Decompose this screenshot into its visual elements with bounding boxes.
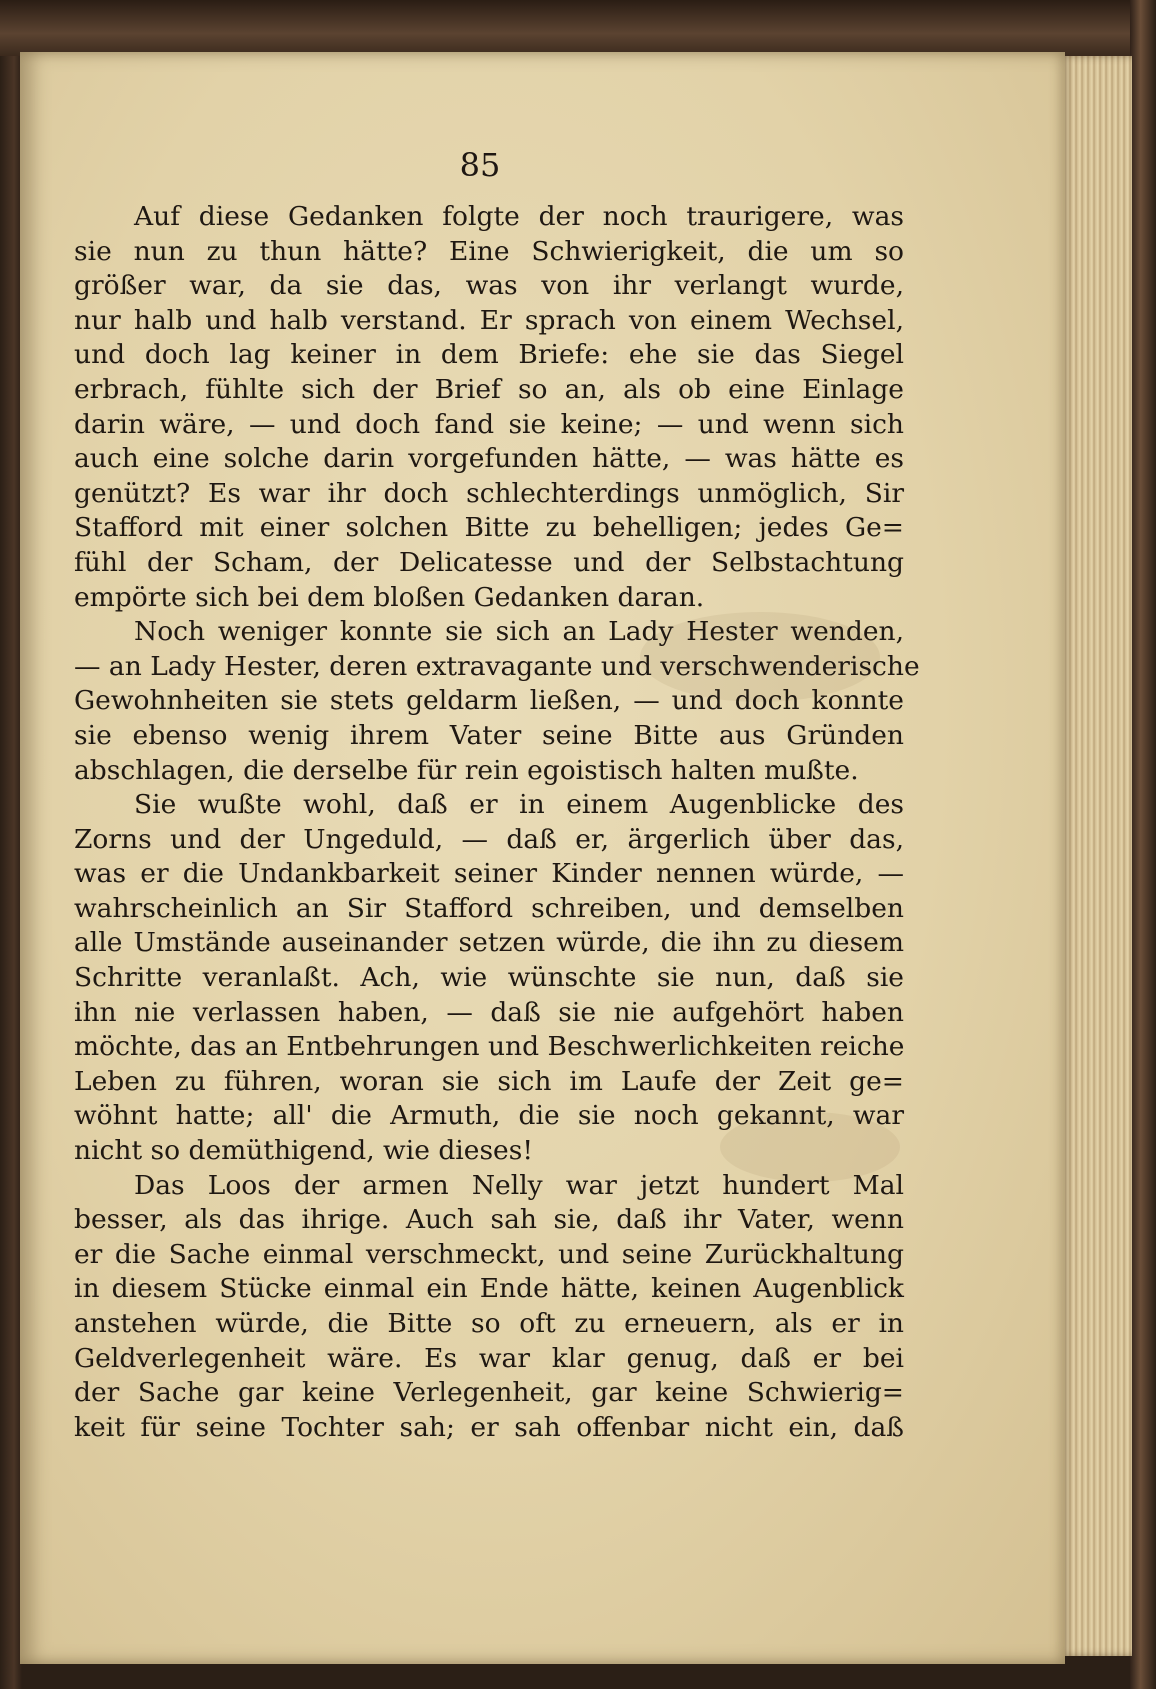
text-line: genützt? Es war ihr doch schlechterdings unmöglich, Sir — [74, 477, 904, 509]
text-line: auch eine solche darin vorgefunden hätte, — was hätte es — [74, 443, 904, 475]
text-line: — an Lady Hester, deren extravagante und verschwenderische — [74, 650, 920, 682]
text-line: sie ebenso wenig ihrem Vater seine Bitte aus Gründen — [74, 719, 904, 751]
text-line: erbrach, fühlte sich der Brief so an, als ob eine Einlage — [74, 373, 904, 405]
page-edges — [1060, 56, 1132, 1656]
text-line: Gewohnheiten sie stets geldarm ließen, — und doch konnte — [74, 685, 904, 717]
text-line: abschlagen, die derselbe für rein egoistisch halten mußte. — [74, 754, 859, 786]
text-line: keit für seine Tochter sah; er sah offenbar nicht ein, daß — [74, 1411, 904, 1443]
text-line: Zorns und der Ungeduld, — daß er, ärgerlich über das, — [74, 823, 904, 855]
text-line: alle Umstände auseinander setzen würde, die ihn zu diesem — [74, 927, 904, 959]
text-line: Stafford mit einer solchen Bitte zu behelligen; jedes Ge= — [74, 512, 904, 544]
text-line: anstehen würde, die Bitte so oft zu erneuern, als er in — [74, 1308, 904, 1339]
text-line: empörte sich bei dem bloßen Gedanken daran. — [74, 581, 705, 613]
text-line: Auf diese Gedanken folgte der noch traurigere, was — [134, 201, 904, 232]
text-line: Schritte veranlaßt. Ach, wie wünschte sie nun, daß sie — [74, 962, 904, 994]
text-line: er die Sache einmal verschmeckt, und seine Zurückhaltung — [74, 1238, 904, 1270]
text-line: was er die Undankbarkeit seiner Kinder nennen würde, — — [74, 858, 904, 890]
text-line: nicht so demüthigend, wie dieses! — [74, 1135, 533, 1167]
text-line: nur halb und halb verstand. Er sprach von einem Wechsel, — [74, 304, 904, 336]
text-line: größer war, da sie das, was von ihr verlangt wurde, — [74, 270, 904, 302]
text-line: wahrscheinlich an Sir Stafford schreiben, und demselben — [74, 892, 904, 924]
book-cover-right — [1130, 0, 1156, 1689]
text-line: Noch weniger konnte sie sich an Lady Hester wenden, — [134, 616, 904, 648]
text-line: ihn nie verlassen haben, — daß sie nie aufgehört haben — [74, 996, 904, 1028]
text-line: darin wäre, — und doch fand sie keine; — und wenn sich — [74, 408, 904, 440]
page-number: 85 — [459, 146, 501, 184]
text-line: der Sache gar keine Verlegenheit, gar keine Schwierig= — [74, 1377, 904, 1409]
text-line: Sie wußte wohl, daß er in einem Augenblicke des — [134, 789, 904, 821]
text-line: Geldverlegenheit wäre. Es war klar genug, daß er bei — [74, 1342, 904, 1374]
text-line: Leben zu führen, woran sie sich im Laufe der Zeit ge= — [74, 1065, 904, 1097]
text-line: und doch lag keiner in dem Briefe: ehe sie das Siegel — [74, 339, 904, 371]
text-line: wöhnt hatte; all' die Armuth, die sie noch gekannt, war — [74, 1100, 904, 1132]
text-line: in diesem Stücke einmal ein Ende hätte, keinen Augenblick — [74, 1273, 904, 1305]
body-text — [74, 200, 920, 1445]
text-line: möchte, das an Entbehrungen und Beschwerlichkeiten reiche — [74, 1031, 905, 1063]
text-line: sie nun zu thun hätte? Eine Schwierigkeit, die um so — [74, 235, 904, 267]
text-line: fühl der Scham, der Delicatesse und der Selbstachtung — [74, 546, 904, 578]
text-line: besser, als das ihrige. Auch sah sie, daß ihr Vater, wenn — [74, 1204, 904, 1236]
book-cover-top — [0, 0, 1156, 56]
text-line: Das Loos der armen Nelly war jetzt hundert Mal — [134, 1169, 904, 1201]
book-page — [20, 52, 1065, 1664]
